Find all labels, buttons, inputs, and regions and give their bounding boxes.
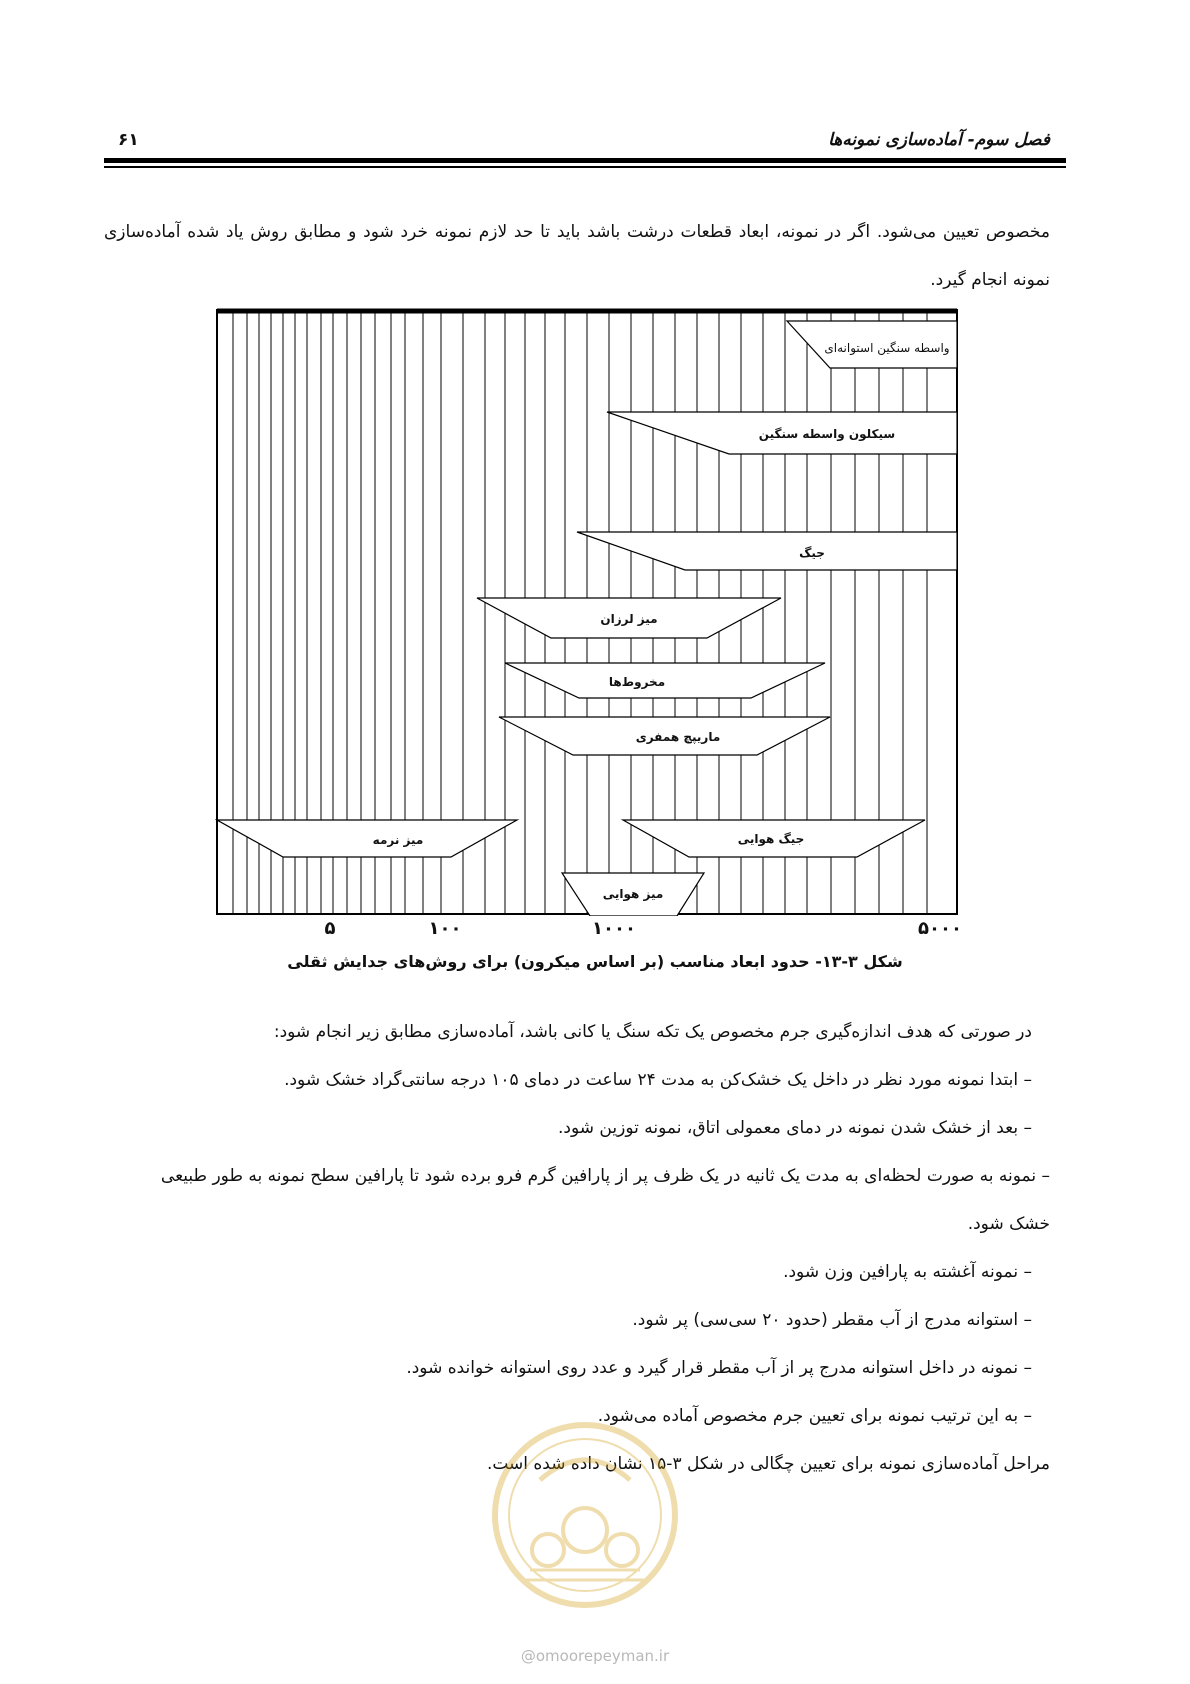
watermark-url: @omoorepeyman.ir (520, 1647, 670, 1665)
method-label: میز لرزان (600, 612, 658, 626)
axis-tick-label: ۵ (324, 918, 336, 939)
body-text-line: – به این ترتیب نمونه برای تعیین جرم مخصوص آماده می‌شود. (597, 1406, 1032, 1426)
method-label: مخروط‌ها (608, 675, 666, 689)
axis-tick-label: ۵۰۰۰ (918, 918, 962, 939)
gravity-separation-chart (215, 308, 961, 916)
body-text-line: – نمونه آغشته به پارافین وزن شود. (783, 1262, 1032, 1282)
watermark-seal-icon (490, 1420, 680, 1610)
axis-tick-label: ۱۰۰ (428, 918, 462, 939)
method-label: واسطه سنگین استوانه‌ای (824, 341, 950, 355)
header-rule-thin (104, 166, 1066, 168)
body-text-line: مراحل آماده‌سازی نمونه برای تعیین چگالی در شکل ۳-۱۵ نشان داده شده است. (486, 1454, 1050, 1474)
body-text-line: – نمونه در داخل استوانه مدرج پر از آب مقطر قرار گیرد و عدد روی استوانه خوانده شود. (406, 1358, 1032, 1378)
method-label: میز هوایی (602, 887, 664, 901)
method-label: جیگ (799, 546, 825, 560)
body-text-line: در صورتی که هدف اندازه‌گیری جرم مخصوص یک تکه سنگ یا کانی باشد، آماده‌سازی مطابق زیر انجام شود: (273, 1022, 1032, 1042)
method-label: ماریپچ همفری (635, 730, 721, 744)
figure-caption: شکل ۳-۱۳- حدود ابعاد مناسب (بر اساس میکرون) برای روش‌های جدایش ثقلی (287, 952, 903, 971)
page-number: ۶۱ (118, 130, 139, 150)
body-text-line: – نمونه به صورت لحظه‌ای به مدت یک ثانیه در یک ظرف پر از پارافین گرم فرو برده شود تا پارافین سطح نمونه به طور طبیعی (160, 1166, 1050, 1186)
axis-tick-label: ۱۰۰۰ (592, 918, 636, 939)
method-shape-slime-table (217, 820, 517, 857)
body-text-line: – استوانه مدرج از آب مقطر (حدود ۲۰ سی‌سی) پر شود. (632, 1310, 1032, 1330)
header-rule-thick (104, 158, 1066, 163)
method-label: سیکلون واسطه سنگین (758, 427, 896, 441)
body-text-line: – ابتدا نمونه مورد نظر در داخل یک خشک‌کن به مدت ۲۴ ساعت در دمای ۱۰۵ درجه سانتی‌گراد خشک شود. (284, 1070, 1032, 1090)
method-label: جیگ هوایی (737, 832, 805, 846)
body-text-line: خشک شود. (967, 1214, 1050, 1234)
chapter-title: فصل سوم- آماده‌سازی نمونه‌ها (828, 130, 1050, 150)
intro-paragraph: مخصوص تعیین می‌شود. اگر در نمونه، ابعاد قطعات درشت باشد باید تا حد لازم نمونه خرد شود و مطابق روش یاد شده آماده‌سازی نمونه انجام گیرد. (104, 222, 1050, 290)
body-text-line: – بعد از خشک شدن نمونه در دمای معمولی اتاق، نمونه توزین شود. (558, 1118, 1032, 1138)
method-label: میز نرمه (372, 833, 424, 847)
method-shape-jig (577, 532, 957, 570)
